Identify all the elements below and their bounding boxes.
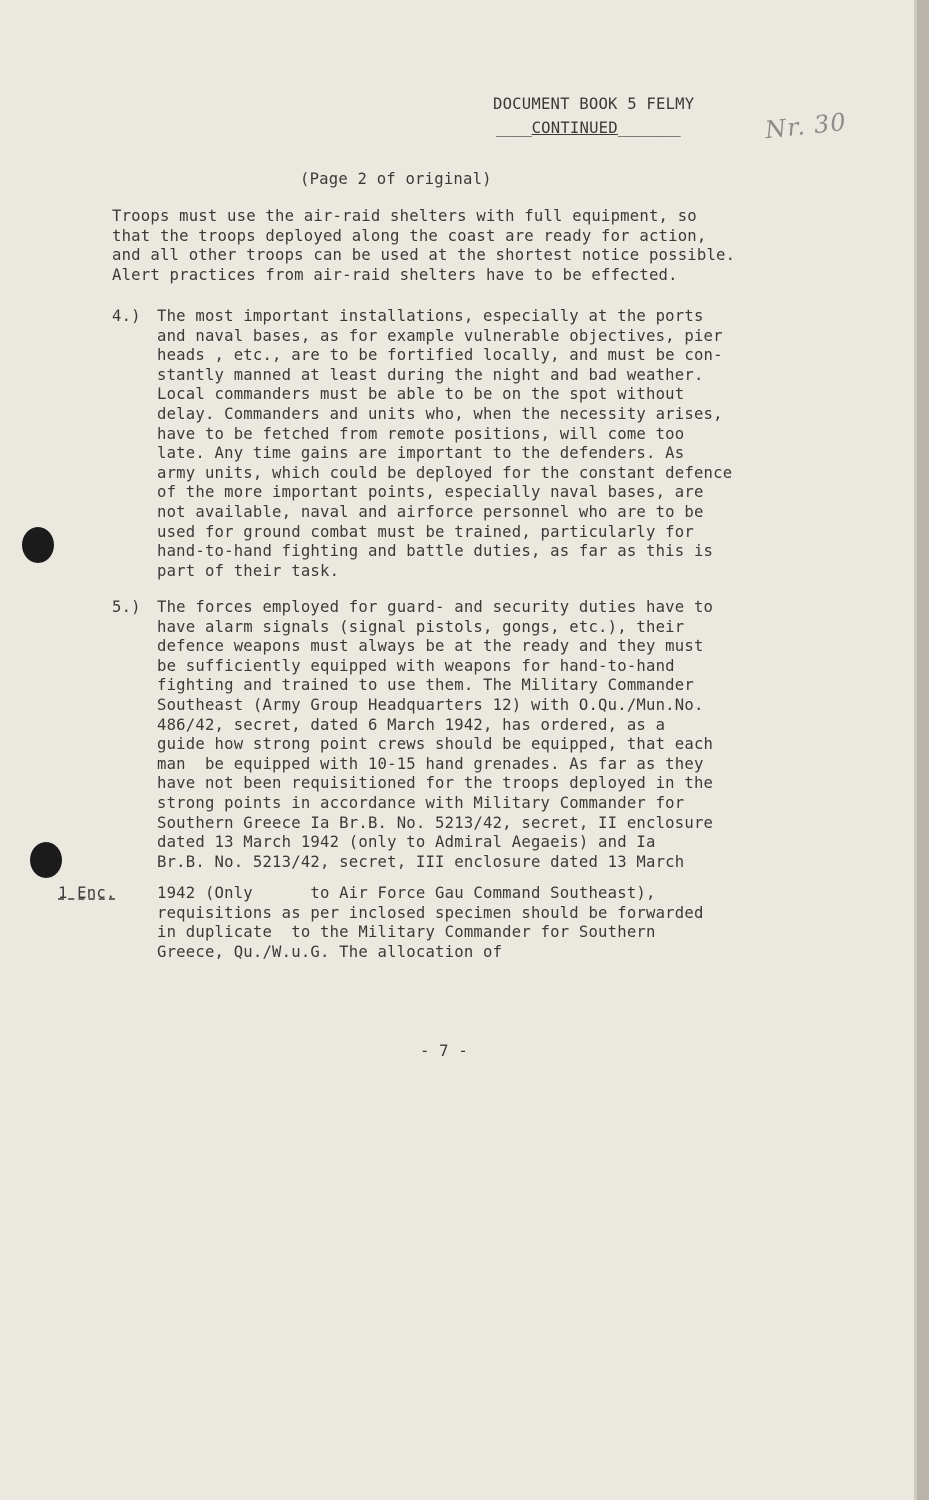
text-line: Alert practices from air-raid shelters have to be effected. [112, 265, 678, 284]
text-line: fighting and trained to use them. The Military Commander [157, 676, 694, 695]
text-line: late. Any time gains are important to the defenders. As [157, 444, 685, 463]
item-5-continuation [157, 884, 704, 962]
text-line: Southeast (Army Group Headquarters 12) with O.Qu./Mun.No. [157, 695, 704, 714]
text-line: in duplicate to the Military Commander for Southern [157, 923, 656, 942]
text-line: used for ground combat must be trained, particularly for [157, 522, 694, 541]
text-line: stantly manned at least during the night and bad weather. [157, 365, 704, 384]
text-line: Br.B. No. 5213/42, secret, III enclosure dated 13 March [157, 852, 685, 871]
text-line: Greece, Qu./W.u.G. The allocation of [157, 942, 503, 961]
text-line: be sufficiently equipped with weapons for hand-to-hand [157, 656, 675, 675]
text-line: strong points in accordance with Military Commander for [157, 793, 685, 812]
text-line: have to be fetched from remote positions, will come too [157, 424, 685, 443]
enclosure-margin-note: 1 Enc. [58, 884, 116, 902]
text-line: hand-to-hand fighting and battle duties, as far as this is [157, 542, 714, 561]
text-line: and all other troops can be used at the shortest notice possible. [112, 246, 736, 265]
continued-label: CONTINUED [531, 119, 618, 137]
handwritten-note: Nr. 30 [763, 107, 848, 145]
text-line: guide how strong point crews should be equipped, that each [157, 735, 714, 754]
text-line: 486/42, secret, dated 6 March 1942, has ordered, as a [157, 715, 666, 734]
text-line: The most important installations, especially at the ports [157, 307, 704, 325]
page-edge [917, 0, 929, 1500]
text-line: that the troops deployed along the coast are ready for action, [112, 226, 707, 245]
text-line: heads , etc., are to be fortified locally, and must be con- [157, 346, 723, 365]
intro-paragraph [112, 207, 735, 285]
document-continued-line [496, 119, 680, 137]
text-line: Troops must use the air-raid shelters with full equipment, so [112, 207, 697, 225]
item-5-text [157, 598, 713, 872]
text-line: Local commanders must be able to be on the spot without [157, 385, 685, 404]
punch-hole [22, 527, 54, 563]
text-line: dated 13 March 1942 (only to Admiral Aegaeis) and Ia [157, 833, 656, 852]
text-line: have not been requisitioned for the troops deployed in the [157, 774, 714, 793]
text-line: not available, naval and airforce personnel who are to be [157, 502, 704, 521]
punch-hole [30, 842, 62, 878]
text-line: army units, which could be deployed for the constant defence [157, 463, 733, 482]
item-5-number: 5.) [112, 598, 141, 616]
text-line: delay. Commanders and units who, when the necessity arises, [157, 404, 723, 423]
text-line: of the more important points, especially naval bases, are [157, 483, 704, 502]
item-4-text [157, 307, 732, 581]
text-line: The forces employed for guard- and security duties have to [157, 598, 714, 616]
text-line: part of their task. [157, 561, 340, 580]
underline-prefix: ____ [496, 119, 532, 137]
text-line: man be equipped with 10-15 hand grenades. As far as they [157, 754, 704, 773]
page-reference: (Page 2 of original) [300, 170, 492, 188]
page-number: - 7 - [420, 1042, 468, 1060]
underline-suffix: _______ [617, 119, 681, 137]
text-line: Southern Greece Ia Br.B. No. 5213/42, secret, II enclosure [157, 813, 714, 832]
text-line: and naval bases, as for example vulnerable objectives, pier [157, 326, 723, 345]
item-4-number: 4.) [112, 307, 141, 325]
text-line: requisitions as per inclosed specimen should be forwarded [157, 903, 704, 922]
text-line: defence weapons must always be at the ready and they must [157, 637, 704, 656]
text-line: have alarm signals (signal pistols, gongs, etc.), their [157, 617, 685, 636]
document-title: DOCUMENT BOOK 5 FELMY [493, 95, 695, 113]
text-line: 1942 (Only to Air Force Gau Command Southeast), [157, 884, 656, 902]
